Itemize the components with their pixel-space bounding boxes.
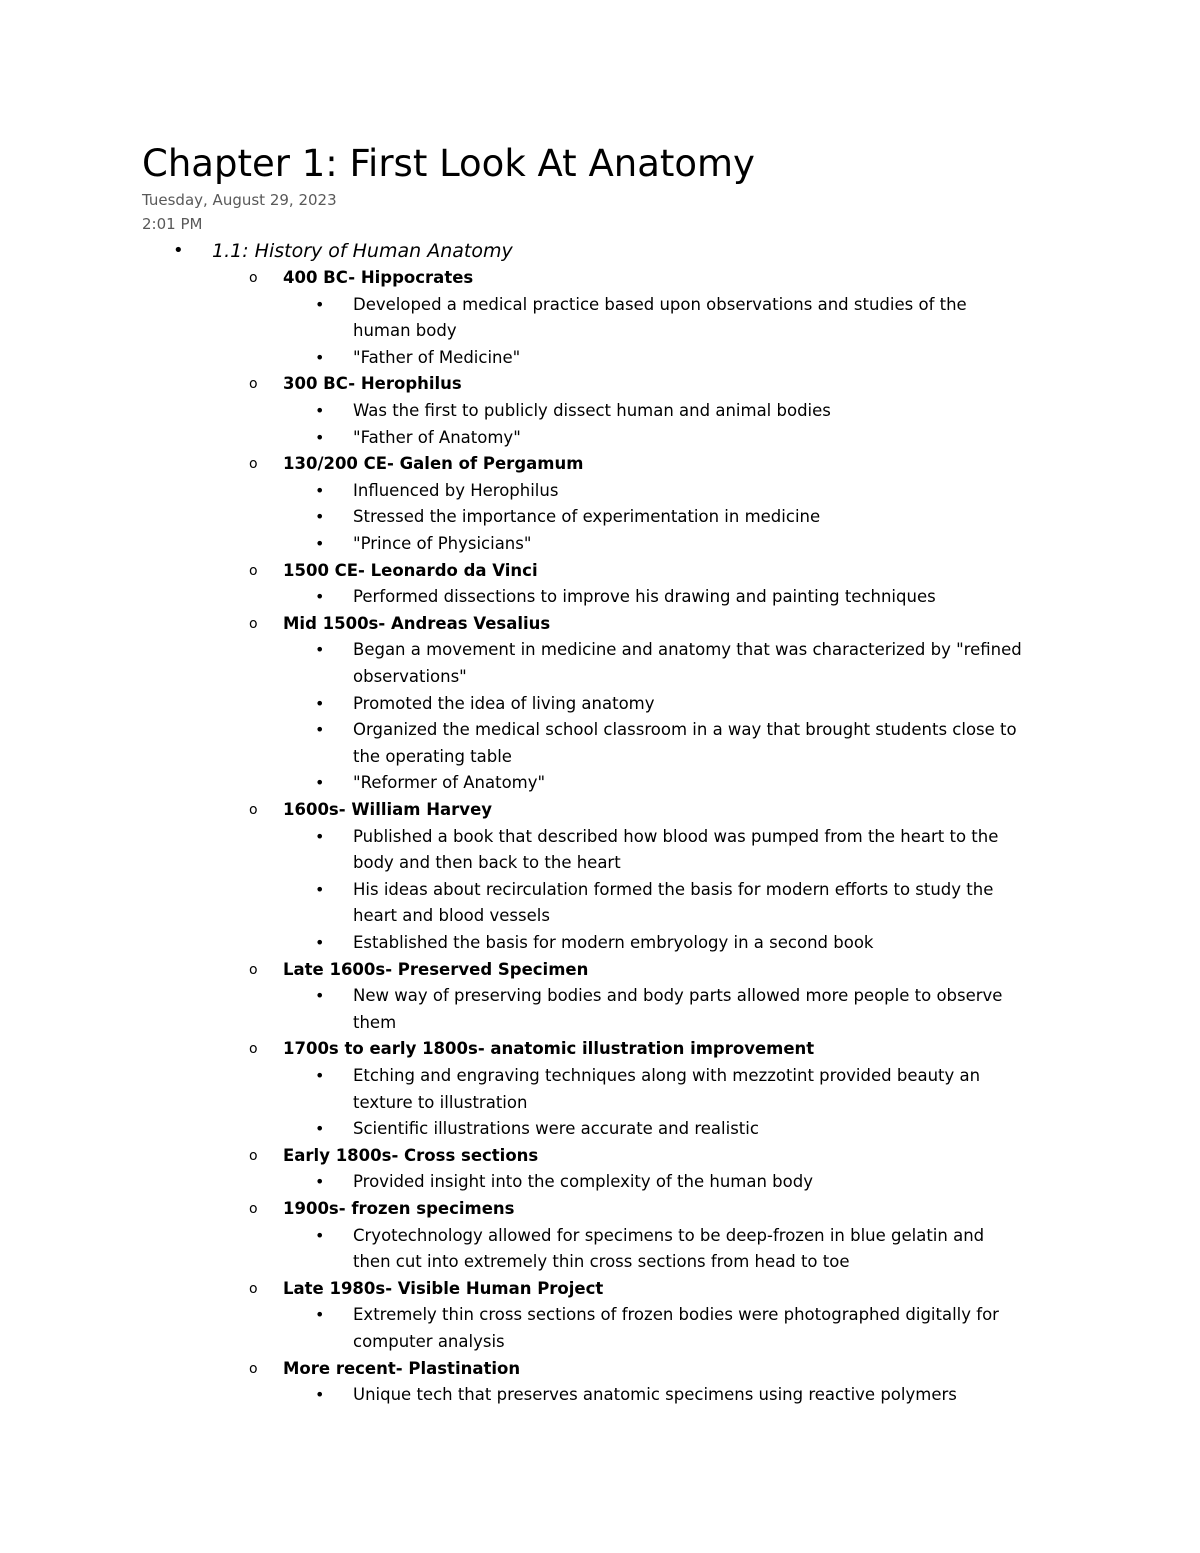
level3-bullet-icon: • [315,693,325,713]
entry-bullet-text: them [353,1012,397,1032]
level2-bullet-icon: o [249,615,258,632]
level3-bullet-icon: • [315,534,325,553]
entry-heading: Mid 1500s- Andreas Vesalius [283,613,551,633]
level3-bullet-icon: • [315,773,325,793]
level2-bullet-icon: o [249,1201,258,1217]
entry-heading: 1900s- frozen specimens [283,1199,515,1218]
entry-heading: 1600s- William Harvey [283,800,493,819]
entry-bullet-text: Influenced by Herophilus [353,480,559,500]
level3-bullet-icon: • [315,879,325,899]
level2-bullet-icon: o [249,1360,258,1377]
entry-bullet-text: "Father of Anatomy" [353,427,521,447]
entry-heading: Late 1980s- Visible Human Project [283,1278,604,1298]
entry-bullet-text: "Father of Medicine" [353,347,521,367]
entry-bullet-text: Published a book that described how blood was pumped from the heart to the [353,826,999,846]
level2-bullet-icon: o [249,1280,258,1297]
level3-bullet-icon: • [315,1119,325,1139]
entry-bullet-text: the operating table [353,746,512,766]
note-date: Tuesday, August 29, 2023 [142,191,337,209]
level3-bullet-icon: • [315,826,325,846]
entry-bullet-text: "Prince of Physicians" [353,534,532,553]
entry-bullet-text: Promoted the idea of living anatomy [353,693,655,713]
entry-bullet-text: Provided insight into the complexity of the human body [353,1172,813,1192]
level3-bullet-icon: • [315,587,325,607]
entry-heading: More recent- Plastination [283,1358,521,1378]
level3-bullet-icon: • [315,347,325,367]
entry-heading: 400 BC- Hippocrates [283,268,474,287]
entry-bullet-text: Stressed the importance of experimentation in medicine [353,507,821,527]
entry-bullet-text: Performed dissections to improve his drawing and painting techniques [353,587,936,607]
entry-bullet-text: observations" [353,667,467,686]
level2-bullet-icon: o [249,562,258,579]
level2-bullet-icon: o [249,1041,258,1058]
page-title: Chapter 1: First Look At Anatomy [142,142,755,185]
note-time: 2:01 PM [142,215,203,233]
entry-bullet-text: heart and blood vessels [353,906,550,926]
level2-bullet-icon: o [249,270,258,286]
level2-bullet-icon: o [249,802,258,818]
entry-heading: 300 BC- Herophilus [283,374,462,394]
level3-bullet-icon: • [315,294,325,314]
entry-bullet-text: then cut into extremely thin cross sections from head to toe [353,1252,850,1272]
entry-bullet-text: Developed a medical practice based upon observations and studies of the [353,294,967,314]
level3-bullet-icon: • [315,480,325,500]
level2-bullet-icon: o [249,456,258,473]
level2-bullet-icon: o [249,1147,258,1164]
level1-bullet-icon: • [173,240,184,261]
entry-bullet-text: Established the basis for modern embryology in a second book [353,933,874,952]
level3-bullet-icon: • [315,640,325,660]
entry-bullet-text: human body [353,321,457,341]
entry-bullet-text: New way of preserving bodies and body parts allowed more people to observe [353,986,1003,1006]
entry-bullet-text: Cryotechnology allowed for specimens to be deep-frozen in blue gelatin and [353,1225,985,1245]
entry-bullet-text: "Reformer of Anatomy" [353,773,546,793]
entry-bullet-text: computer analysis [353,1332,505,1351]
entry-bullet-text: Etching and engraving techniques along with mezzotint provided beauty an [353,1066,981,1085]
entry-heading: Late 1600s- Preserved Specimen [283,959,589,979]
level3-bullet-icon: • [315,1225,325,1245]
level3-bullet-icon: • [315,507,325,527]
entry-heading: 130/200 CE- Galen of Pergamum [283,454,584,474]
level3-bullet-icon: • [315,401,325,420]
entry-heading: Early 1800s- Cross sections [283,1145,539,1165]
level3-bullet-icon: • [315,1066,325,1085]
level3-bullet-icon: • [315,427,325,447]
level3-bullet-icon: • [315,986,325,1006]
entry-bullet-text: Was the first to publicly dissect human and animal bodies [353,401,831,420]
entry-bullet-text: texture to illustration [353,1092,528,1112]
entry-bullet-text: Organized the medical school classroom in a way that brought students close to [353,720,1017,740]
entry-heading: 1700s to early 1800s- anatomic illustration improvement [283,1039,815,1059]
entry-bullet-text: Unique tech that preserves anatomic specimens using reactive polymers [353,1385,957,1405]
level3-bullet-icon: • [315,1385,325,1405]
section-heading: 1.1: History of Human Anatomy [212,240,513,262]
entry-bullet-text: body and then back to the heart [353,853,621,873]
entry-bullet-text: Extremely thin cross sections of frozen bodies were photographed digitally for [353,1305,999,1325]
entry-heading: 1500 CE- Leonardo da Vinci [283,560,538,580]
entry-bullet-text: Began a movement in medicine and anatomy that was characterized by "refined [353,640,1022,660]
entry-bullet-text: His ideas about recirculation formed the basis for modern efforts to study the [353,879,994,899]
entry-bullet-text: Scientific illustrations were accurate and realistic [353,1119,759,1139]
level3-bullet-icon: • [315,1305,325,1325]
level3-bullet-icon: • [315,933,325,952]
level3-bullet-icon: • [315,720,325,740]
level2-bullet-icon: o [249,376,258,393]
level3-bullet-icon: • [315,1172,325,1192]
level2-bullet-icon: o [249,961,258,978]
